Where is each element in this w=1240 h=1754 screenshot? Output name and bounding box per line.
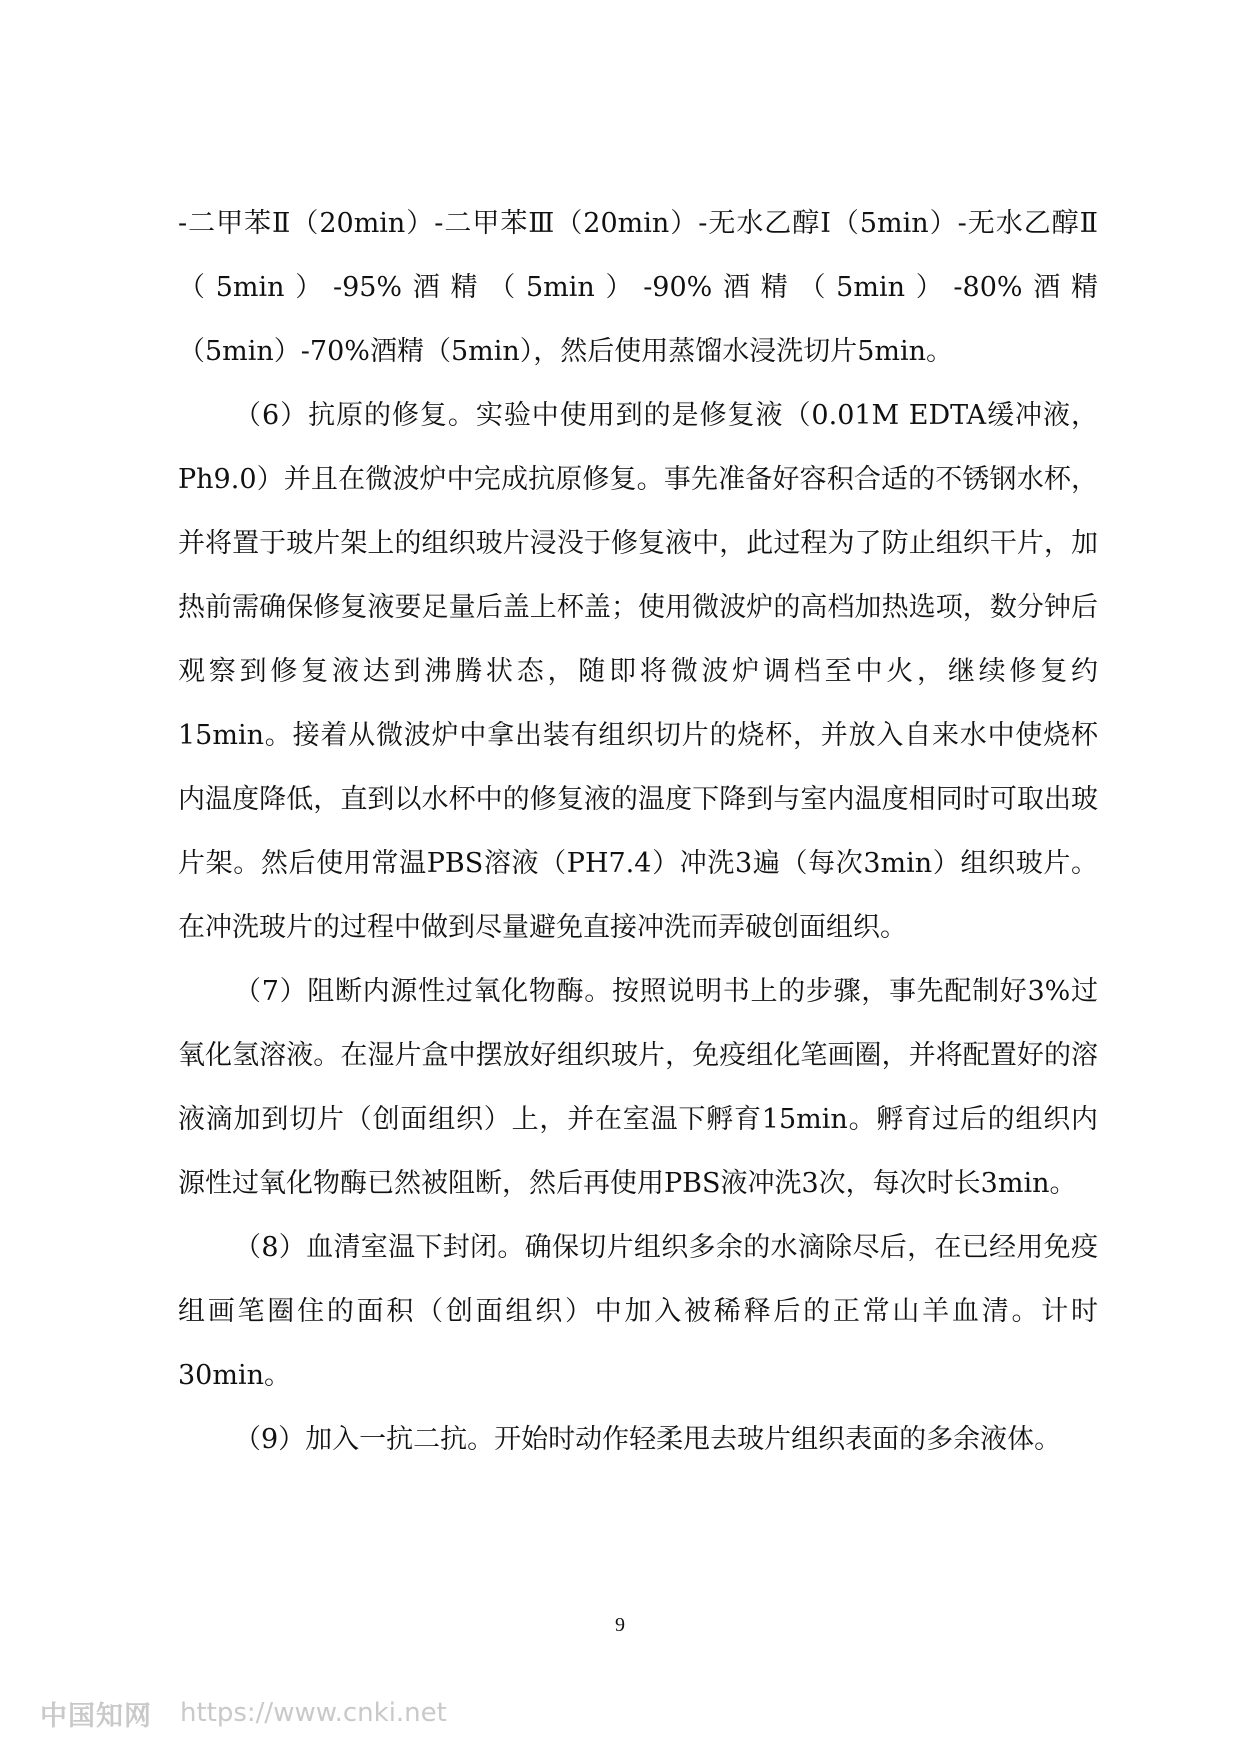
- paragraph-step-8: （8）血清室温下封闭。确保切片组织多余的水滴除尽后，在已经用免疫组画笔圈住的面积（创面组织）中加入被稀释后的正常山羊血清。计时30min。: [178, 1232, 1098, 1391]
- paragraph-step-6: （6）抗原的修复。实验中使用到的是修复液（0.01M EDTA缓冲液，Ph9.0）并且在微波炉中完成抗原修复。事先准备好容积合适的不锈钢水杯，并将置于玻片架上的组织玻片浸没于修复液中，此过程为了防止组织干片，加热前需确保修复液要足量后盖上杯盖；使用微波炉的高档加热选项，数分钟后观察到修复液达到沸腾状态，随即将微波炉调档至中火，继续修复约15min。接着从微波炉中拿出装有组织切片的烧杯，并放入自来水中使烧杯内温度降低，直到以水杯中的修复液的温度下降到与室内温度相同时可取出玻片架。然后使用常温PBS溶液（PH7.4）冲洗3遍（每次3min）组织玻片。在冲洗玻片的过程中做到尽量避免直接冲洗而弄破创面组织。: [178, 400, 1098, 943]
- paragraph-step-9: （9）加入一抗二抗。开始时动作轻柔甩去玻片组织表面的多余液体。: [234, 1424, 1062, 1455]
- page-number: 9: [615, 1614, 625, 1636]
- cnki-url: https://www.cnki.net: [180, 1698, 447, 1728]
- paragraph-continuation: -二甲苯Ⅱ（20min）-二甲苯Ⅲ（20min）-无水乙醇Ⅰ（5min）-无水乙醇Ⅱ（5min）-95%酒精（5min）-90%酒精（5min）-80%酒精（5min）-70%酒精（5min），然后使用蒸馏水浸洗切片5min。: [178, 208, 1098, 367]
- body-text: [178, 192, 1098, 1472]
- cnki-logo-text: 中国知网: [40, 1700, 152, 1732]
- paragraph-step-7: （7）阻断内源性过氧化物酶。按照说明书上的步骤，事先配制好3%过氧化氢溶液。在湿片盒中摆放好组织玻片，免疫组化笔画圈，并将配置好的溶液滴加到切片（创面组织）上，并在室温下孵育15min。孵育过后的组织内源性过氧化物酶已然被阻断，然后再使用PBS液冲洗3次，每次时长3min。: [178, 976, 1098, 1199]
- watermark-footer: [40, 1693, 447, 1733]
